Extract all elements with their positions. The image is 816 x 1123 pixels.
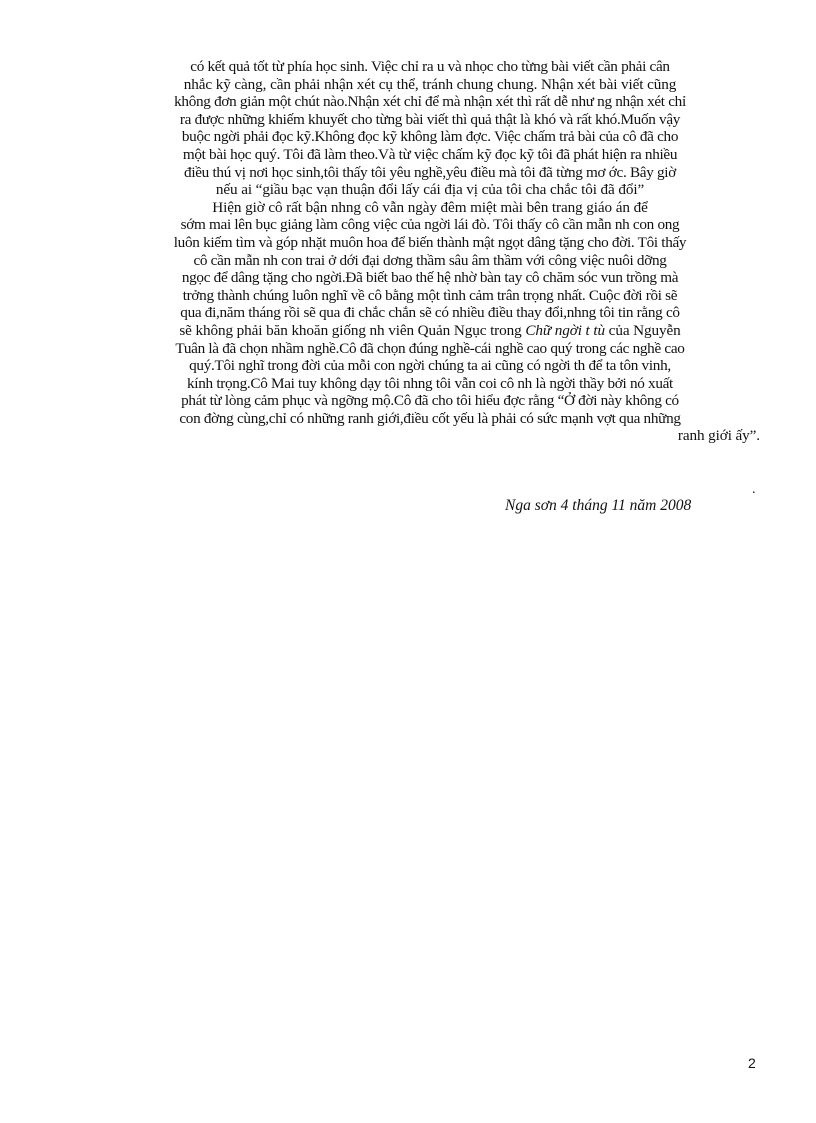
book-title: Chữ ngời t tù (525, 321, 605, 339)
text-line-13: ngọc để dâng tặng cho ngời.Đã biết bao thế hệ nhờ bàn tay cô chăm sóc vun trồng mà (181, 269, 679, 287)
text-line-5: buộc ngời phải đọc kỹ.Không đọc kỹ không làm đợc. Việc chấm trả bài của cô đã cho (181, 128, 679, 146)
text-line-4: ra được những khiếm khuyết cho từng bài viết thì quả thật là khó và rất khó.Muốn vậy (179, 110, 681, 128)
text-line-17: Tuân là đã chọn nhầm nghề.Cô đã chọn đúng nghề-cái nghề cao quý trong các nghề cao (175, 339, 685, 357)
text-line-10: sớm mai lên bục giảng làm công việc của ngời lái đò. Tôi thấy cô cần mẫn nh con ong (180, 216, 680, 234)
text-line-19: kính trọng.Cô Mai tuy không dạy tôi nhng tôi vẫn coi cô nh là ngời thầy bởi nó xuất (187, 374, 673, 392)
text-line-1: có kết quả tốt từ phía học sinh. Việc chỉ ra u và nhọc cho từng bài viết cần phải cân (190, 58, 670, 75)
text-line-22: ranh giới ấy”. (677, 427, 760, 445)
text-line-20: phát từ lòng cảm phục và ngỡng mộ.Cô đã cho tôi hiểu đợc rằng “Ở đời này không có (181, 392, 679, 410)
text-line-2: nhắc kỹ càng, cần phải nhận xét cụ thể, tránh chung chung. Nhận xét bài viết cũng (183, 75, 677, 93)
text-line-21: con đờng cùng,chỉ có những ranh giới,điều cốt yếu là phải có sức mạnh vợt qua những (179, 409, 681, 427)
trailing-dot: . (752, 482, 756, 497)
date-signature: Nga sơn 4 tháng 11 năm 2008 (505, 497, 692, 514)
text-line-16 (100, 322, 760, 340)
text-line-14: trởng thành chúng luôn nghĩ về cô bằng một tình cảm trân trọng nhất. Cuộc đời rồi sẽ (182, 286, 678, 304)
text-line-6: một bài học quý. Tôi đã làm theo.Và từ việc chấm kỹ đọc kỹ tôi đã phát hiện ra nhiều (182, 145, 678, 163)
text-line-3: không đơn giản một chút nào.Nhận xét chỉ để mà nhận xét thì rất dễ như ng nhận xét chỉ (174, 93, 686, 111)
text-line-12: cô cần mẫn nh con trai ở dới đại dơng thầm sâu âm thầm với công việc nuôi dỡng (193, 251, 667, 269)
text-line-16-start: sẽ không phải băn khoăn giống nh viên Quản Ngục trong (179, 321, 526, 339)
text-line-16-end: của Nguyễn (604, 321, 681, 339)
text-line-18: quý.Tôi nghĩ trong đời của mỗi con ngời chúng ta ai cũng có ngời th để ta tôn vinh, (189, 357, 671, 375)
text-line-9: Hiện giờ cô rất bận nhng cô vẫn ngày đêm miệt mài bên trang giáo án để (212, 198, 648, 216)
text-line-11: luôn kiếm tìm và góp nhặt muôn hoa để biến thành mật ngọt dâng tặng cho đời. Tôi thấy (173, 233, 687, 251)
text-line-7: điều thú vị nơi học sinh,tôi thấy tôi yêu nghề,yêu điều mà tôi đã từng mơ ớc. Bây giờ (184, 163, 676, 181)
essay-body (100, 58, 760, 445)
page-number: 2 (748, 1055, 756, 1071)
text-line-8: nếu ai “giầu bạc vạn thuận đổi lấy cái địa vị của tôi cha chắc tôi đã đổi” (215, 181, 645, 199)
text-line-15: qua đi,năm tháng rồi sẽ qua đi chắc chắn sẽ có nhiều điều thay đổi,nhng tôi tin rằng cô (180, 304, 680, 322)
